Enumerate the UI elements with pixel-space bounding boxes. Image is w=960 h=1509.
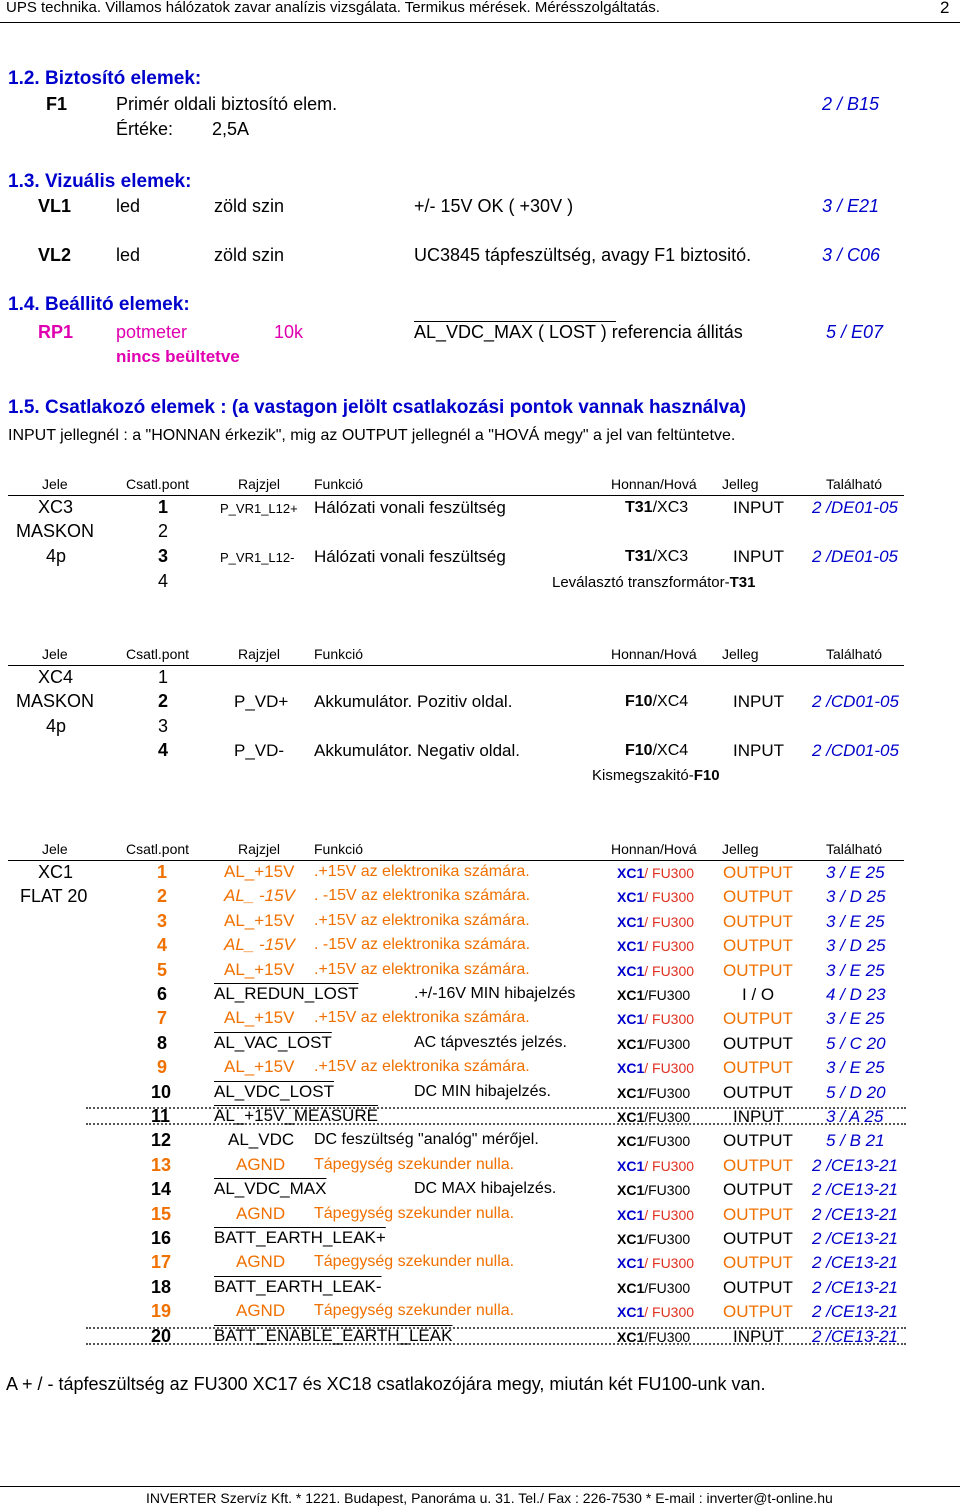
vl2-id: VL2	[38, 245, 72, 265]
xc1-func: .+15V az elektronika számára.	[314, 863, 530, 880]
xc1-signal: AGND	[236, 1203, 286, 1223]
xc1-type: OUTPUT	[723, 1302, 793, 1322]
xc4-func-4: Akkumulátor. Negativ oldal.	[314, 741, 520, 760]
xc1-from: XC1/ FU300	[617, 1060, 695, 1077]
xc1-func: .+15V az elektronika számára.	[314, 911, 530, 929]
xc1-type: OUTPUT	[723, 1131, 793, 1151]
xc4-label: XC4	[38, 667, 74, 687]
section-1-2-title: 1.2. Biztosító elemek:	[8, 68, 202, 89]
xc1-loc: 3 / E 25	[826, 863, 885, 882]
xc3-func-3: Hálózati vonali feszültség	[314, 547, 506, 566]
xc1-from: XC1/ FU300	[617, 1011, 695, 1028]
xc1-pin: 10	[151, 1081, 172, 1102]
xc1-loc: 2 /CE13-21	[812, 1326, 898, 1346]
vl1-ref: 3 / E21	[822, 196, 880, 216]
xc1-type: OUTPUT	[723, 1058, 793, 1078]
xc1-signal: BATT_ENABLE_EARTH_LEAK	[214, 1325, 453, 1345]
xc1-signal: BATT_EARTH_LEAK+	[214, 1228, 386, 1247]
xc1-type: OUTPUT	[723, 1229, 793, 1248]
xc1-from: XC1/ FU300	[617, 1206, 695, 1223]
xc1-signal: AL_VDC_MAX	[214, 1179, 327, 1199]
xc1-from: XC1/FU300	[617, 1035, 691, 1052]
xc1-func: Tápegység szekunder nulla.	[314, 1253, 515, 1271]
xc1-pin: 19	[151, 1301, 172, 1322]
xc4-pin-4: 4	[158, 740, 169, 760]
xc1-signal: AL_REDUN_LOST	[214, 984, 359, 1003]
f1-value-label: Értéke:	[116, 119, 174, 139]
xc4-loc-2: 2 /CD01-05	[812, 692, 899, 711]
rp1-value: 10k	[274, 322, 304, 342]
col-jele: Jele	[42, 476, 68, 492]
rp1-note: nincs beültetve	[116, 347, 240, 366]
col-csatl: Csatl.pont	[126, 646, 190, 662]
table-divider	[8, 495, 904, 496]
section-1-3-title: 1.3. Vizuális elemek:	[8, 171, 192, 192]
xc1-signal: AL_+15V	[224, 1008, 295, 1028]
xc1-loc: 3 / E 25	[826, 1009, 885, 1029]
xc1-loc: 2 /CE13-21	[812, 1277, 898, 1297]
xc1-pin: 16	[151, 1228, 172, 1248]
xc4-note: Kismegszakitó-F10	[592, 767, 720, 784]
xc1-func: .+15V az elektronika számára.	[314, 1009, 530, 1027]
xc1-signal: AL_ -15V	[224, 886, 295, 906]
xc1-loc: 2 /CE13-21	[812, 1155, 898, 1175]
rp1-desc: AL_VDC_MAX ( LOST ) referencia állitás	[414, 322, 743, 342]
xc1-func: . -15V az elektronika számára.	[314, 936, 531, 954]
xc1-from: XC1/ FU300	[617, 1304, 695, 1321]
col-jelleg: Jelleg	[722, 646, 759, 662]
xc1-type: OUTPUT	[723, 911, 793, 931]
xc4-pins: 4p	[46, 716, 67, 736]
vl2-color: zöld szin	[214, 245, 285, 265]
xc1-type: INPUT	[733, 1107, 784, 1126]
xc1-from: XC1/FU300	[617, 1084, 691, 1101]
xc1-loc: 3 / E 25	[826, 911, 885, 931]
xc1-type: OUTPUT	[723, 936, 793, 956]
xc1-signal: AL_+15V	[224, 910, 295, 930]
xc1-pin: 18	[151, 1276, 172, 1297]
xc4-from-4: F10/XC4	[625, 742, 689, 759]
footer-text: INVERTER Szervíz Kft. * 1221. Budapest, Panoráma u. 31. Tel./ Fax : 226-7530 * E-mail : inverter@t-online.hu	[146, 1490, 833, 1506]
vl1-id: VL1	[38, 196, 72, 216]
xc1-loc: 3 / D 25	[826, 887, 886, 907]
xc1-signal: AL_VDC_LOST	[214, 1081, 334, 1101]
col-jelleg: Jelleg	[722, 476, 759, 492]
xc1-pin: 17	[151, 1252, 172, 1273]
xc4-type-2: INPUT	[733, 692, 784, 711]
xc1-type: OUTPUT	[723, 1180, 793, 1200]
col-rajzjel: Rajzjel	[238, 476, 281, 492]
xc1-signal: BATT_EARTH_LEAK-	[214, 1276, 382, 1296]
closing-note: A + / - tápfeszültség az FU300 XC17 és XC18 csatlakozójára megy, miután két FU100-unk van.	[6, 1374, 766, 1394]
xc3-pin-2: 2	[158, 521, 169, 541]
rp1-id: RP1	[38, 322, 74, 342]
xc1-loc: 3 / A 25	[826, 1107, 884, 1126]
xc1-from: XC1/ FU300	[617, 889, 695, 906]
xc1-type: OUTPUT	[723, 1082, 793, 1102]
col-funkcio: Funkció	[314, 646, 364, 662]
vl2-desc: UC3845 tápfeszültség, avagy F1 biztositó.	[414, 245, 752, 265]
xc1-loc: 4 / D 23	[826, 985, 886, 1004]
xc1-type: INPUT	[733, 1326, 784, 1346]
section-1-5-intro: INPUT jellegnél : a "HONNAN érkezik", mig az OUTPUT jellegnél a "HOVÁ megy" a jel van feltüntetve.	[8, 427, 736, 444]
xc1-pin: 15	[151, 1203, 172, 1224]
xc1-type: OUTPUT	[723, 863, 793, 882]
xc4-from-2: F10/XC4	[625, 693, 689, 710]
f1-value: 2,5A	[212, 119, 250, 139]
xc3-from-1: T31/XC3	[625, 499, 689, 516]
col-talalhato: Található	[826, 476, 883, 492]
table-divider	[8, 860, 904, 861]
xc1-func: AC tápvesztés jelzés.	[414, 1033, 567, 1051]
xc1-signal: AGND	[236, 1252, 286, 1272]
xc1-func: Tápegység szekunder nulla.	[314, 1302, 515, 1320]
xc1-pin: 6	[157, 984, 168, 1004]
xc1-from: XC1/ FU300	[617, 865, 695, 881]
xc1-signal: AL_VAC_LOST	[214, 1032, 332, 1052]
xc1-pin: 4	[157, 935, 168, 956]
xc4-type-4: INPUT	[733, 741, 784, 760]
f1-desc: Primér oldali biztosító elem.	[116, 94, 338, 114]
xc3-func-1: Hálózati vonali feszültség	[314, 498, 506, 517]
xc1-func: .+15V az elektronika számára.	[314, 960, 530, 978]
col-jelleg: Jelleg	[722, 841, 759, 857]
xc1-signal: AL_+15V_MEASURE	[214, 1106, 378, 1125]
xc4-pin-1: 1	[158, 667, 169, 687]
xc1-type: OUTPUT	[723, 887, 793, 907]
xc4-func-2: Akkumulátor. Pozitiv oldal.	[314, 692, 513, 711]
xc1-pin: 14	[151, 1179, 172, 1200]
col-funkcio: Funkció	[314, 476, 364, 492]
xc1-loc: 5 / D 20	[826, 1082, 886, 1102]
xc1-pin: 2	[157, 886, 168, 907]
xc1-from: XC1/ FU300	[617, 938, 695, 955]
xc3-type-3: INPUT	[733, 547, 784, 566]
xc1-loc: 2 /CE13-21	[812, 1253, 898, 1273]
xc1-loc: 3 / E 25	[826, 960, 885, 980]
xc1-func: DC feszültség "analóg" mérőjel.	[314, 1131, 539, 1149]
xc1-func: DC MAX hibajelzés.	[414, 1180, 557, 1198]
xc1-pin: 7	[157, 1008, 168, 1029]
xc1-loc: 2 /CE13-21	[812, 1180, 898, 1200]
xc3-type-1: INPUT	[733, 498, 784, 517]
xc3-pin-3: 3	[158, 546, 169, 566]
xc1-pin: 3	[157, 910, 168, 931]
xc1-loc: 5 / C 20	[826, 1033, 886, 1053]
xc3-type: MASKON	[16, 521, 95, 541]
xc1-signal: AL_+15V	[224, 959, 295, 979]
col-csatl: Csatl.pont	[126, 476, 190, 492]
xc1-loc: 2 /CE13-21	[812, 1204, 898, 1224]
xc1-pin: 20	[151, 1325, 172, 1346]
xc3-signal-3: P_VR1_L12-	[220, 550, 295, 565]
xc1-type: OUTPUT	[723, 1155, 793, 1175]
xc1-pin: 8	[157, 1032, 168, 1053]
xc1-signal: AL_+15V	[224, 862, 295, 881]
col-talalhato: Található	[826, 646, 883, 662]
col-talalhato: Található	[826, 841, 883, 857]
xc1-type: OUTPUT	[723, 1277, 793, 1297]
xc1-type: FLAT 20	[20, 886, 88, 906]
f1-id: F1	[46, 94, 68, 114]
vl1-type: led	[116, 196, 141, 216]
xc3-pins: 4p	[46, 546, 67, 566]
xc1-func: Tápegység szekunder nulla.	[314, 1204, 515, 1222]
xc4-pin-3: 3	[158, 716, 169, 736]
xc1-loc: 2 /CE13-21	[812, 1302, 898, 1322]
xc1-pin: 9	[157, 1057, 168, 1078]
xc1-from: XC1/FU300	[617, 1133, 691, 1150]
xc1-pin: 13	[151, 1154, 172, 1175]
header-title: UPS technika. Villamos hálózatok zavar analízis vizsgálata. Termikus mérések. Mérésszolgáltatás.	[6, 0, 660, 16]
xc1-from: XC1/FU300	[617, 1328, 691, 1345]
xc1-type: OUTPUT	[723, 1009, 793, 1029]
col-jele: Jele	[42, 841, 68, 857]
vl2-type: led	[116, 245, 141, 265]
xc1-from: XC1/ FU300	[617, 962, 695, 979]
xc1-func: .+/-16V MIN hibajelzés	[414, 985, 576, 1002]
xc1-signal: AL_+15V	[224, 1057, 295, 1077]
xc3-from-3: T31/XC3	[625, 548, 689, 565]
xc4-signal-2: P_VD+	[234, 692, 289, 711]
xc1-func: . -15V az elektronika számára.	[314, 887, 531, 905]
col-jele: Jele	[42, 646, 68, 662]
xc3-pin-1: 1	[158, 497, 169, 517]
col-honnan: Honnan/Hová	[611, 841, 697, 857]
xc1-type: OUTPUT	[723, 1204, 793, 1224]
rp1-type: potmeter	[116, 322, 188, 342]
xc1-from: XC1/FU300	[617, 987, 691, 1003]
xc1-pin: 11	[151, 1106, 171, 1126]
xc3-label: XC3	[38, 497, 74, 517]
col-honnan: Honnan/Hová	[611, 476, 697, 492]
xc1-from: XC1/FU300	[617, 1231, 691, 1247]
xc1-pin: 5	[157, 959, 168, 980]
xc1-from: XC1/FU300	[617, 1182, 691, 1199]
section-1-4-title: 1.4. Beállitó elemek:	[8, 294, 190, 315]
xc1-type: OUTPUT	[723, 1033, 793, 1053]
f1-ref: 2 / B15	[822, 94, 880, 114]
xc1-type: OUTPUT	[723, 1253, 793, 1273]
xc1-signal: AGND	[236, 1301, 286, 1321]
xc4-pin-2: 2	[158, 691, 169, 711]
page-header	[0, 0, 960, 23]
xc1-func: Tápegység szekunder nulla.	[314, 1155, 515, 1173]
xc1-type: I / O	[742, 985, 775, 1004]
page-number: 2	[940, 0, 950, 17]
xc1-func: DC MIN hibajelzés.	[414, 1082, 551, 1100]
xc1-loc: 2 /CE13-21	[812, 1229, 898, 1248]
table-divider	[8, 665, 904, 666]
xc1-signal: AGND	[236, 1154, 286, 1174]
xc1-loc: 3 / E 25	[826, 1058, 885, 1078]
xc1-pin: 12	[151, 1130, 172, 1151]
page-footer	[0, 1486, 960, 1509]
xc1-loc: 5 / B 21	[826, 1131, 885, 1151]
col-funkcio: Funkció	[314, 841, 364, 857]
col-rajzjel: Rajzjel	[238, 646, 281, 662]
xc1-from: XC1/ FU300	[617, 1255, 695, 1272]
xc3-pin-4: 4	[158, 571, 169, 591]
col-rajzjel: Rajzjel	[238, 841, 281, 857]
xc3-loc-3: 2 /DE01-05	[812, 547, 898, 566]
col-honnan: Honnan/Hová	[611, 646, 697, 662]
section-1-5-title: 1.5. Csatlakozó elemek : (a vastagon jelölt csatlakozási pontok vannak használva)	[8, 397, 747, 418]
xc1-from: XC1/FU300	[617, 1279, 691, 1296]
vl2-ref: 3 / C06	[822, 245, 881, 265]
xc3-loc-1: 2 /DE01-05	[812, 498, 898, 517]
xc1-label: XC1	[38, 862, 74, 882]
xc1-from: XC1/ FU300	[617, 913, 695, 930]
xc1-signal: AL_VDC	[228, 1130, 295, 1150]
vl1-desc: +/- 15V OK ( +30V )	[414, 196, 574, 216]
xc1-signal: AL_ -15V	[224, 935, 295, 955]
xc1-loc: 3 / D 25	[826, 936, 886, 956]
xc1-from: XC1/ FU300	[617, 1157, 695, 1174]
vl1-color: zöld szin	[214, 196, 285, 216]
xc3-note: Leválasztó transzformátor-T31	[552, 574, 756, 591]
xc1-from: XC1/FU300	[617, 1109, 691, 1125]
xc3-signal-1: P_VR1_L12+	[220, 501, 298, 516]
xc1-type: OUTPUT	[723, 960, 793, 980]
col-csatl: Csatl.pont	[126, 841, 190, 857]
xc1-pin: 1	[157, 862, 168, 882]
rp1-ref: 5 / E07	[826, 322, 884, 342]
xc4-type: MASKON	[16, 691, 95, 711]
xc1-func: .+15V az elektronika számára.	[314, 1058, 530, 1076]
xc4-loc-4: 2 /CD01-05	[812, 741, 899, 760]
xc4-signal-4: P_VD-	[234, 741, 285, 760]
